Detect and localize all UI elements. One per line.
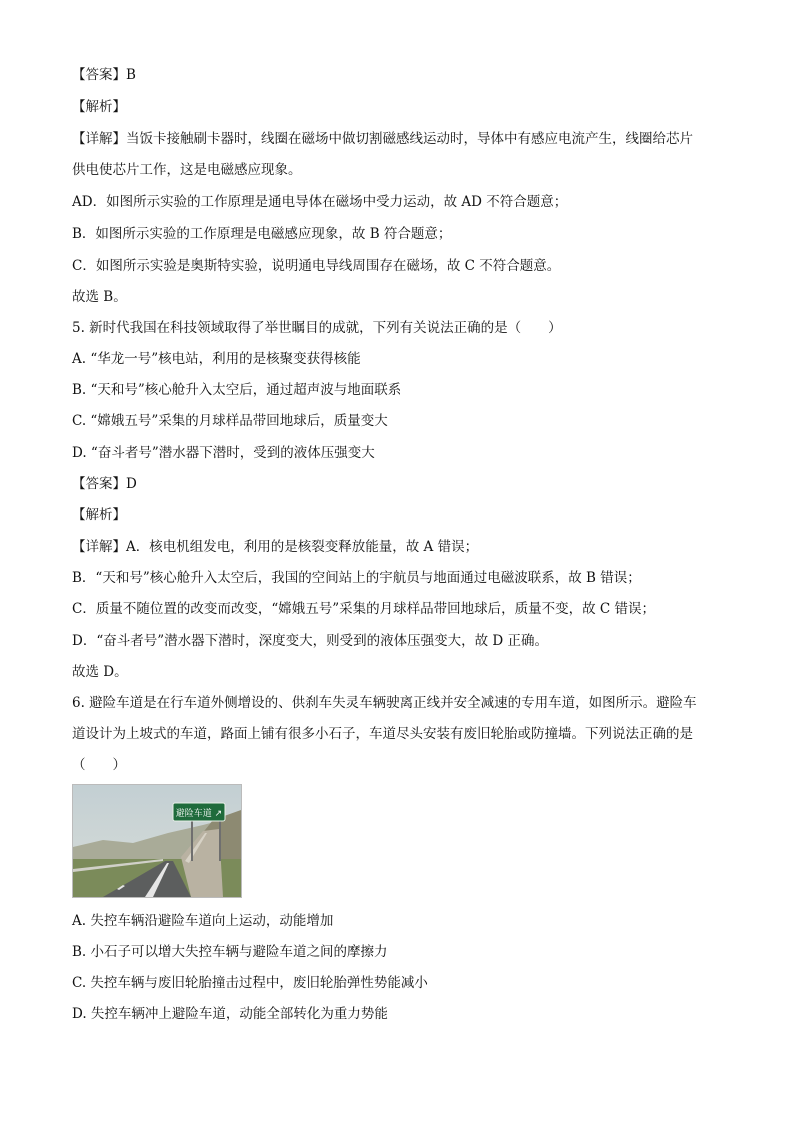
q6-option-c: C. 失控车辆与废旧轮胎撞击过程中，废旧轮胎弹性势能减小	[72, 975, 428, 991]
q6-stem-line2: 道设计为上坡式的车道，路面上铺有很多小石子，车道尽头安装有废旧轮胎或防撞墙。下列说法正确的是	[72, 726, 693, 742]
q5-option-a: A. “华龙一号”核电站，利用的是核聚变获得核能	[72, 351, 361, 367]
q6-option-d: D. 失控车辆冲上避险车道，动能全部转化为重力势能	[72, 1006, 388, 1022]
q6-option-b: B. 小石子可以增大失控车辆与避险车道之间的摩擦力	[72, 944, 388, 960]
q5-detail-b: B．“天和号”核心舱升入太空后，我国的空间站上的宇航员与地面通过电磁波联系，故 B 错误；	[72, 570, 641, 586]
q5-answer: 【答案】D	[72, 476, 137, 492]
q4-option-c-explanation: C．如图所示实验是奥斯特实验，说明通电导线周围存在磁场，故 C 不符合题意。	[72, 258, 561, 274]
q5-option-b: B. “天和号”核心舱升入太空后，通过超声波与地面联系	[72, 382, 402, 398]
q5-detail-a: 【详解】A．核电机组发电，利用的是核裂变释放能量，故 A 错误；	[72, 539, 479, 555]
q6-option-a: A. 失控车辆沿避险车道向上运动，动能增加	[72, 913, 334, 929]
q5-option-c: C. “嫦娥五号”采集的月球样品带回地球后，质量变大	[72, 413, 388, 429]
q6-stem-line1: 6. 避险车道是在行车道外侧增设的、供刹车失灵车辆驶离正线并安全减速的专用车道，如图所示。避险车	[72, 695, 697, 711]
q4-detail-line1: 【详解】当饭卡接触刷卡器时，线圈在磁场中做切割磁感线运动时，导体中有感应电流产生，线圈给芯片	[72, 131, 693, 147]
q4-option-b-explanation: B．如图所示实验的工作原理是电磁感应现象，故 B 符合题意；	[72, 226, 452, 242]
escape-ramp-sign-text: 避险车道 ↗	[175, 809, 223, 819]
q5-stem: 5. 新时代我国在科技领域取得了举世瞩目的成就，下列有关说法正确的是（ ）	[72, 320, 562, 336]
q4-answer: 【答案】B	[72, 67, 136, 83]
q4-option-ad-explanation: AD．如图所示实验的工作原理是通电导体在磁场中受力运动，故 AD 不符合题意；	[72, 194, 568, 210]
q5-analysis-label: 【解析】	[72, 507, 126, 523]
q5-detail-d: D．“奋斗者号”潜水器下潜时，深度变大，则受到的液体压强变大，故 D 正确。	[72, 633, 549, 649]
escape-ramp-photo	[72, 784, 242, 898]
q4-analysis-label: 【解析】	[72, 99, 126, 115]
q5-option-d: D. “奋斗者号”潜水器下潜时，受到的液体压强变大	[72, 445, 375, 461]
q5-detail-c: C．质量不随位置的改变而改变，“嫦娥五号”采集的月球样品带回地球后，质量不变，故 C 错误；	[72, 601, 656, 617]
q6-stem-line3: （ ）	[72, 757, 126, 773]
q5-conclusion: 故选 D。	[72, 664, 128, 680]
q4-detail-line2: 供电使芯片工作，这是电磁感应现象。	[72, 162, 302, 178]
q4-conclusion: 故选 B。	[72, 289, 127, 305]
